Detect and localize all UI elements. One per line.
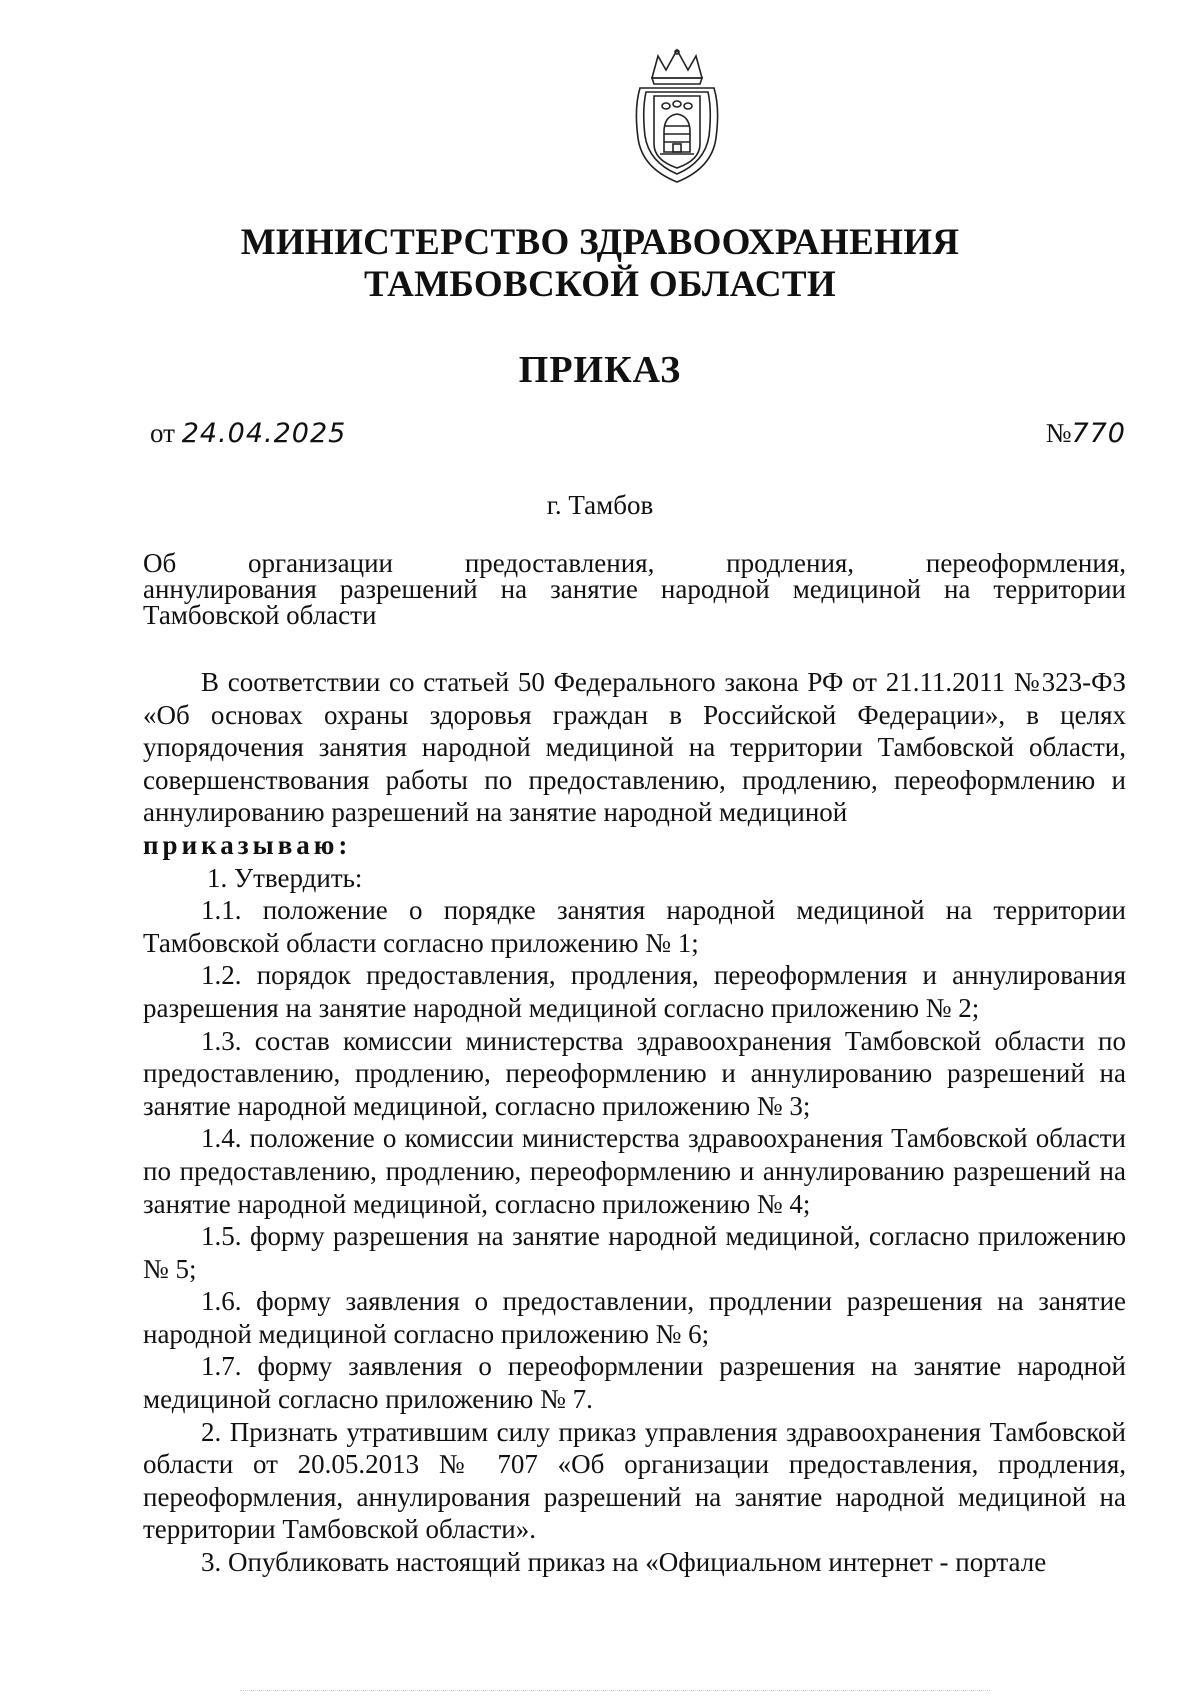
handwritten-number: 770	[1071, 418, 1126, 449]
preamble-paragraph: В соответствии со статьей 50 Федерального закона РФ от 21.11.2011 №323-ФЗ «Об основах охраны здоровья граждан в Российской Федерации», в целях упорядочения занятия народной медициной на территории Тамбовской области, совершенствования работы по предоставлению, продлению, переоформлению и аннулированию разрешений на занятие народной медициной	[143, 667, 1126, 828]
clause-1-5: 1.5. форму разрешения на занятие народной медициной, согласно приложению № 5;	[143, 1221, 1126, 1284]
order-word-paragraph	[143, 829, 1126, 862]
order-title-line: Об организации предоставления, продления, переоформления,	[143, 548, 1126, 578]
city-line: г. Тамбов	[546, 490, 654, 520]
handwritten-date: 24.04.2025	[181, 418, 347, 449]
date-prefix: от	[150, 418, 175, 448]
order-word: приказываю:	[143, 829, 352, 860]
clause-1-2: 1.2. порядок предоставления, продления, переоформления и аннулирования разрешения на занятие народной медициной согласно приложению № 2;	[143, 960, 1126, 1023]
clause-1: 1. Утвердить:	[207, 862, 363, 893]
clause-3: 3. Опубликовать настоящий приказ на «Официальном интернет - портале	[201, 1547, 1047, 1578]
scan-artifact-divider	[240, 1690, 990, 1693]
order-title-line: Тамбовской области	[143, 600, 377, 630]
order-body	[143, 666, 1126, 1579]
date-line	[150, 418, 346, 449]
coat-of-arms-emblem	[630, 48, 724, 184]
number-line	[1046, 418, 1126, 449]
order-title-line: аннулирования разрешений на занятие народной медициной на территории	[143, 574, 1126, 604]
clause-1-6: 1.6. форму заявления о предоставлении, продлении разрешения на занятие народной медициной согласно приложению № 6;	[143, 1286, 1126, 1349]
clause-1-3: 1.3. состав комиссии министерства здравоохранения Тамбовской области по предоставлению, продлению, переоформлению и аннулированию разрешений на занятие народной медициной, согласно приложению № 3;	[143, 1025, 1126, 1121]
document-type-heading: ПРИКАЗ	[518, 349, 682, 391]
ministry-name-line1: МИНИСТЕРСТВО ЗДРАВООХРАНЕНИЯ	[240, 222, 960, 263]
clause-1-4: 1.4. положение о комиссии министерства здравоохранения Тамбовской области по предоставлению, продлению, переоформлению и аннулированию разрешений на занятие народной медициной, согласно приложению № 4;	[143, 1123, 1126, 1219]
clause-2: 2. Признать утратившим силу приказ управления здравоохранения Тамбовской области от 20.05.2013 № 707 «Об организации предоставления, продления, переоформления, аннулирования разрешений на занятие народной медициной на территории Тамбовской области».	[143, 1416, 1126, 1545]
ministry-name-line2: ТАМБОВСКОЙ ОБЛАСТИ	[364, 264, 836, 305]
clause-1-1: 1.1. положение о порядке занятия народной медициной на территории Тамбовской области согласно приложению № 1;	[143, 895, 1126, 958]
clause-1-7: 1.7. форму заявления о переоформлении разрешения на занятие народной медициной согласно приложению № 7.	[143, 1351, 1126, 1415]
order-title	[143, 550, 1126, 628]
number-prefix: №	[1045, 418, 1072, 448]
